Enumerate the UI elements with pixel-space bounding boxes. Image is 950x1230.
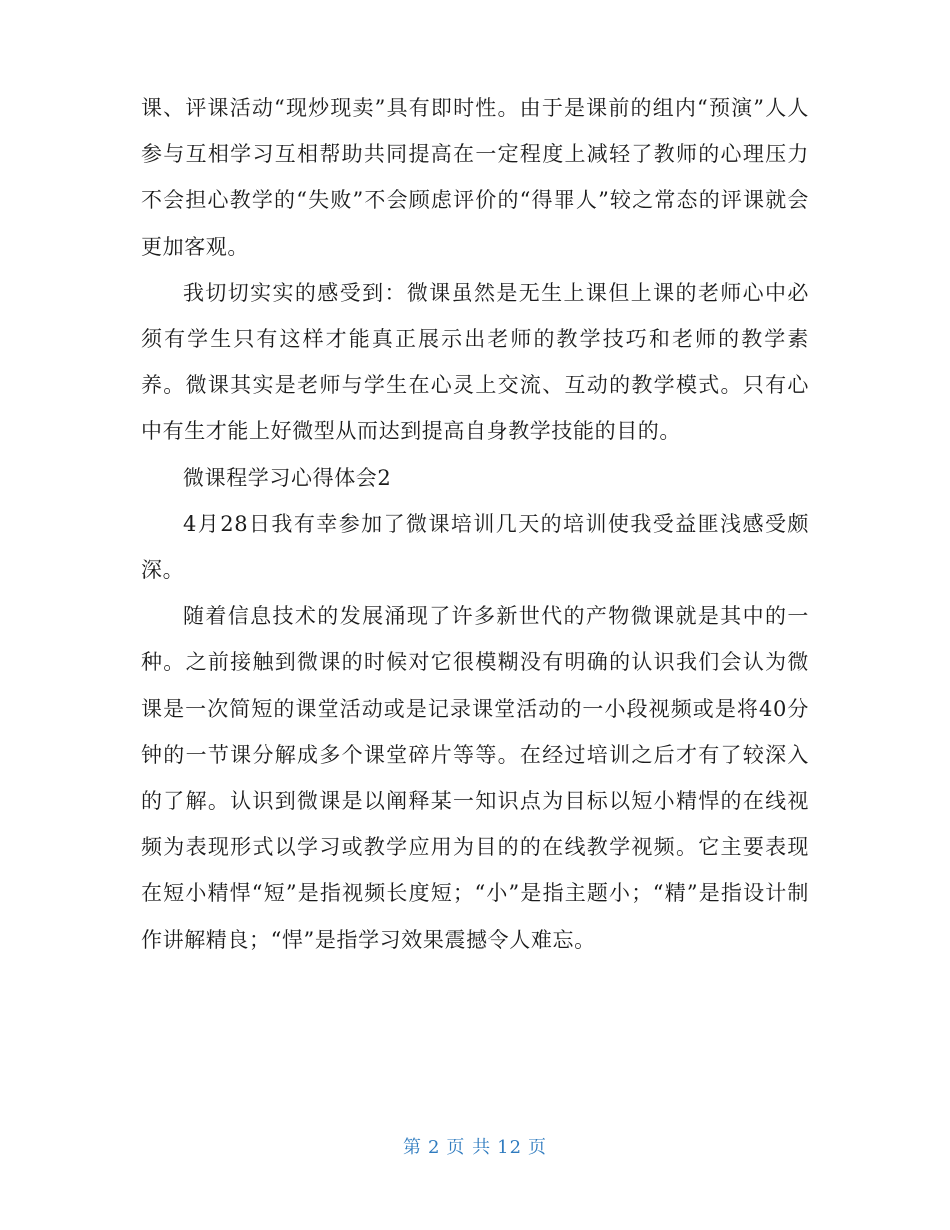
paragraph-4: 随着信息技术的发展涌现了许多新世代的产物微课就是其中的一种。之前接触到微课的时候对它很模糊没有明确的认识我们会认为微课是一次简短的课堂活动或是记录课堂活动的一小段视频或是将40分钟的一节课分解成多个课堂碎片等等。在经过培训之后才有了较深入的了解。认识到微课是以阐释某一知识点为目标以短小精悍的在线视频为表现形式以学习或教学应用为目的的在线教学视频。它主要表现在短小精悍“短”是指视频长度短；“小”是指主题小；“精”是指设计制作讲解精良；“悍”是指学习效果震撼令人难忘。 bbox=[141, 604, 809, 952]
section-heading: 微课程学习心得体会2 bbox=[183, 465, 392, 490]
footer-total-pages: 12 bbox=[497, 1137, 523, 1158]
page-footer bbox=[0, 1133, 950, 1159]
paragraph-3: 4月28日我有幸参加了微课培训几天的培训使我受益匪浅感受颇深。 bbox=[141, 511, 809, 583]
paragraph-2: 我切切实实的感受到：微课虽然是无生上课但上课的老师心中必须有学生只有这样才能真正展示出老师的教学技巧和老师的教学素养。微课其实是老师与学生在心灵上交流、互动的教学模式。只有心中有生才能上好微型从而达到提高自身教学技能的目的。 bbox=[141, 280, 809, 444]
footer-suffix: 页 bbox=[528, 1137, 548, 1158]
footer-prefix: 第 bbox=[402, 1137, 422, 1158]
paragraph-1: 课、评课活动“现炒现卖”具有即时性。由于是课前的组内“预演”人人参与互相学习互相帮助共同提高在一定程度上减轻了教师的心理压力不会担心教学的“失败”不会顾虑评价的“得罪人”较之常态的评课就会更加客观。 bbox=[141, 96, 809, 259]
footer-current-page: 2 bbox=[427, 1137, 441, 1158]
footer-middle: 页 共 bbox=[446, 1137, 492, 1158]
document-body bbox=[141, 85, 809, 963]
